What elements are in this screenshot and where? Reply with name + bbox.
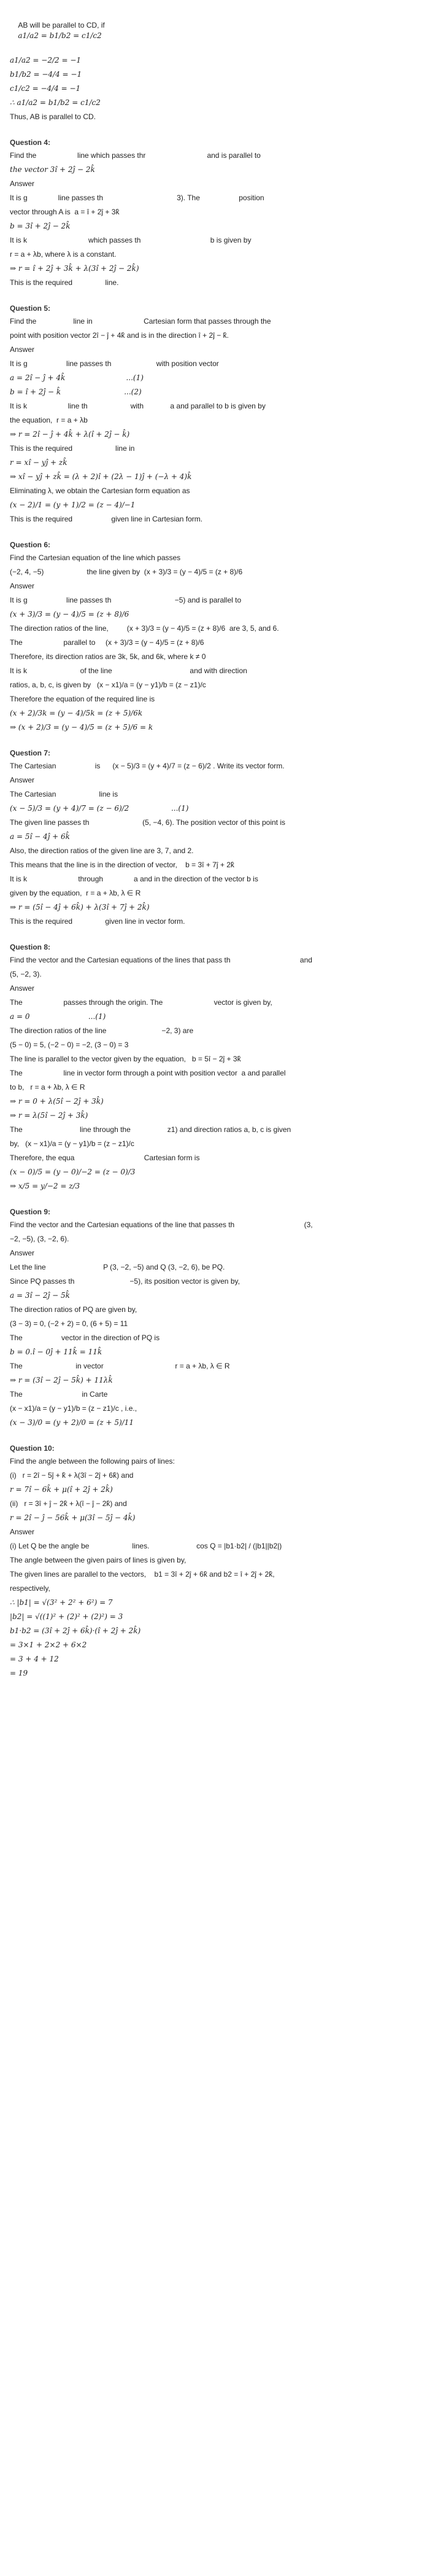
q10-line: r = 2î − ĵ − 56k̂ + μ(3î − 5ĵ − 4k̂) bbox=[10, 1513, 136, 1522]
q5-line: r = xî − yĵ + zk̂ bbox=[10, 458, 67, 467]
q9-line: The in vector r = a + λb, λ ∈ R bbox=[10, 1362, 230, 1370]
q7-line: It is k through a and in the direction of the vector b is bbox=[10, 875, 258, 883]
q7-line: The Cartesian is (x − 5)/3 = (y + 4)/7 = (z − 6)/2 . Write its vector form. bbox=[10, 762, 285, 770]
q4-line: ⇒ r = î + 2ĵ + 3k̂ + λ(3î + 2ĵ − 2k̂) bbox=[10, 264, 139, 273]
q6-line: ⇒ (x + 2)/3 = (y − 4)/5 = (z + 5)/6 = k bbox=[10, 723, 153, 732]
q8-answer-label: Answer bbox=[10, 984, 35, 993]
q9-line: The direction ratios of PQ are given by, bbox=[10, 1305, 137, 1314]
q9-answer-label: Answer bbox=[10, 1249, 35, 1257]
q10-line: |b2| = √((1)² + (2)² + (2)²) = 3 bbox=[10, 1612, 123, 1621]
q5-line: ⇒ xî − yĵ + zk̂ = (λ + 2)î + (2λ − 1)ĵ + (−λ + 4)k̂ bbox=[10, 472, 192, 481]
q10-line: The angle between the given pairs of lines is given by, bbox=[10, 1556, 187, 1564]
question-10-body bbox=[10, 1456, 422, 1679]
q5-line: This is the required given line in Cartesian form. bbox=[10, 515, 203, 523]
q5-line: Eliminating λ, we obtain the Cartesian form equation as bbox=[10, 486, 190, 495]
q7-line: This is the required given line in vector form. bbox=[10, 917, 185, 926]
therefore-line: ∴ a1/a2 = b1/b2 = c1/c2 bbox=[10, 98, 101, 107]
q5-line: It is g line passes th with position vector bbox=[10, 359, 219, 368]
q8-line: ⇒ r = λ(5î − 2ĵ + 3k̂) bbox=[10, 1111, 88, 1120]
q6-answer-label: Answer bbox=[10, 582, 35, 590]
q10-line: b1·b2 = (3î + 2ĵ + 6k̂)·(î + 2ĵ + 2k̂) bbox=[10, 1626, 141, 1635]
q9-line: a = 3î − 2ĵ − 5k̂ bbox=[10, 1291, 70, 1300]
q10-line: Find the angle between the following pairs of lines: bbox=[10, 1457, 175, 1466]
ratio-b: b1/b2 = −4/4 = −1 bbox=[10, 70, 82, 79]
q4-line: It is k which passes th b is given by bbox=[10, 236, 252, 244]
q8-line: The passes through the origin. The vector is given by, bbox=[10, 998, 272, 1007]
q5-line: point with position vector 2î − ĵ + 4k̂ and is in the direction î + 2ĵ − k̂. bbox=[10, 331, 229, 340]
q6-line: It is g line passes th −5) and is parallel to bbox=[10, 596, 242, 604]
q6-line: (−2, 4, −5) the line given by (x + 3)/3 = (y − 4)/5 = (z + 8)/6 bbox=[10, 568, 243, 576]
question-5-title: Question 5: bbox=[10, 304, 51, 313]
question-8-title: Question 8: bbox=[10, 943, 51, 951]
q7-line: given by the equation, r = a + λb, λ ∈ R bbox=[10, 889, 141, 897]
question-4-body bbox=[10, 150, 422, 288]
q5-line: the equation, r = a + λb bbox=[10, 416, 88, 424]
q9-line: Find the vector and the Cartesian equations of the line that passes th (3, bbox=[10, 1220, 313, 1229]
q8-line: The line is parallel to the vector given by the equation, b = 5î − 2ĵ + 3k̂ bbox=[10, 1055, 241, 1063]
q7-line: (x − 5)/3 = (y + 4)/7 = (z − 6)/2 ...(1) bbox=[10, 804, 189, 813]
question-9-body bbox=[10, 1220, 422, 1428]
q8-line: The line in vector form through a point with position vector a and parallel bbox=[10, 1069, 286, 1077]
q4-line: This is the required line. bbox=[10, 278, 119, 287]
q9-line: Let the line P (3, −2, −5) and Q (3, −2, 6), be PQ. bbox=[10, 1263, 225, 1271]
q7-answer-label: Answer bbox=[10, 776, 35, 784]
q6-line: Therefore the equation of the required line is bbox=[10, 695, 155, 703]
q7-line: a = 5î − 4ĵ + 6k̂ bbox=[10, 832, 70, 841]
q4-answer-label: Answer bbox=[10, 179, 35, 188]
q8-line: Therefore, the equa Cartesian form is bbox=[10, 1153, 200, 1162]
q9-line: Since PQ passes th −5), its position vector is given by, bbox=[10, 1277, 240, 1286]
q9-line: b = 0.î − 0ĵ + 11k̂ = 11k̂ bbox=[10, 1348, 102, 1356]
q8-line: (5 − 0) = 5, (−2 − 0) = −2, (3 − 0) = 3 bbox=[10, 1040, 129, 1049]
ratio-c: c1/c2 = −4/4 = −1 bbox=[10, 84, 81, 93]
q10-line: (i) Let Q be the angle be lines. cos Q = |b1·b2| / (|b1||b2|) bbox=[10, 1542, 282, 1550]
q6-line: Therefore, its direction ratios are 3k, 5k, and 6k, where k ≠ 0 bbox=[10, 652, 206, 661]
document-page bbox=[5, 0, 422, 1679]
question-10-title: Question 10: bbox=[10, 1444, 55, 1453]
question-6-body bbox=[10, 553, 422, 733]
q8-line: The line through the z1) and direction ratios a, b, c is given bbox=[10, 1125, 291, 1134]
question-6-title: Question 6: bbox=[10, 541, 51, 549]
q9-line: (x − 3)/0 = (y + 2)/0 = (z + 5)/11 bbox=[10, 1418, 134, 1427]
q4-line: r = a + λb, where λ is a constant. bbox=[10, 250, 117, 259]
q10-line: respectively, bbox=[10, 1584, 50, 1593]
q5-line: This is the required line in bbox=[10, 444, 135, 453]
ratio-a: a1/a2 = −2/2 = −1 bbox=[10, 56, 82, 64]
question-7-title: Question 7: bbox=[10, 749, 51, 757]
question-4-title: Question 4: bbox=[10, 138, 51, 147]
q4-line: vector through A is a = î + 2ĵ + 3k̂ bbox=[10, 208, 120, 216]
question-9-title: Question 9: bbox=[10, 1208, 51, 1216]
q4-line: It is g line passes th 3). The position bbox=[10, 193, 264, 202]
q8-line: ⇒ x/5 = y/−2 = z/3 bbox=[10, 1182, 80, 1190]
q9-line: (x − x1)/a = (y − y1)/b = (z − z1)/c , i.e., bbox=[10, 1404, 137, 1413]
q9-line: The vector in the direction of PQ is bbox=[10, 1333, 160, 1342]
question-5-body bbox=[10, 316, 422, 525]
q6-line: The parallel to (x + 3)/3 = (y − 4)/5 = (z + 8)/6 bbox=[10, 638, 204, 647]
q7-line: ⇒ r = (5î − 4ĵ + 6k̂) + λ(3î + 7ĵ + 2k̂) bbox=[10, 903, 150, 911]
q10-line: ∴ |b1| = √(3² + 2² + 6²) = 7 bbox=[10, 1598, 113, 1607]
q10-line: = 19 bbox=[10, 1669, 28, 1677]
q5-line: b = î + 2ĵ − k̂ ...(2) bbox=[10, 388, 142, 396]
q8-line: a = 0 ...(1) bbox=[10, 1012, 106, 1021]
question-7-body bbox=[10, 761, 422, 927]
q10-line: r = 7î − 6k̂ + μ(î + 2ĵ + 2k̂) bbox=[10, 1485, 113, 1494]
q8-line: The direction ratios of the line −2, 3) are bbox=[10, 1026, 194, 1035]
q8-line: to b, r = a + λb, λ ∈ R bbox=[10, 1083, 85, 1091]
q7-line: The Cartesian line is bbox=[10, 790, 118, 798]
q5-line: ⇒ r = 2î − ĵ + 4k̂ + λ(î + 2ĵ − k̂) bbox=[10, 430, 130, 439]
q6-line: (x + 2)/3k = (y − 4)/5k = (z + 5)/6k bbox=[10, 709, 143, 717]
q5-answer-label: Answer bbox=[10, 345, 35, 354]
q9-line: ⇒ r = (3î − 2ĵ − 5k̂) + 11λk̂ bbox=[10, 1376, 113, 1384]
q9-line: The in Carte bbox=[10, 1390, 108, 1399]
intro-condition: a1/a2 = b1/b2 = c1/c2 bbox=[18, 31, 102, 40]
q8-line: (5, −2, 3). bbox=[10, 970, 42, 978]
q4-line: b = 3î + 2ĵ − 2k̂ bbox=[10, 222, 71, 230]
q6-line: (x + 3)/3 = (y − 4)/5 = (z + 8)/6 bbox=[10, 610, 129, 619]
q8-line: ⇒ r = 0 + λ(5î − 2ĵ + 3k̂) bbox=[10, 1097, 104, 1106]
intro-conclusion: Thus, AB is parallel to CD. bbox=[10, 112, 96, 121]
q8-line: Find the vector and the Cartesian equations of the lines that pass th and bbox=[10, 956, 312, 964]
q9-line: −2, −5), (3, −2, 6). bbox=[10, 1235, 69, 1243]
q6-line: It is k of the line and with direction bbox=[10, 666, 247, 675]
question-8-body bbox=[10, 955, 422, 1192]
q10-line: (i) r = 2î − 5ĵ + k̂ + λ(3î − 2ĵ + 6k̂) and bbox=[10, 1471, 134, 1480]
q5-line: a = 2î − ĵ + 4k̂ ...(1) bbox=[10, 373, 144, 382]
intro-text bbox=[10, 10, 422, 52]
q10-line: The given lines are parallel to the vectors, b1 = 3î + 2ĵ + 6k̂ and b2 = î + 2ĵ + 2k̂, bbox=[10, 1570, 275, 1579]
q8-line: by, (x − x1)/a = (y − y1)/b = (z − z1)/c bbox=[10, 1139, 134, 1148]
q4-line: Find the line which passes thr and is parallel to bbox=[10, 151, 261, 160]
q5-line: It is k line th with a and parallel to b is given by bbox=[10, 402, 266, 410]
q10-answer-label: Answer bbox=[10, 1528, 35, 1536]
q4-line: the vector 3î + 2ĵ − 2k̂ bbox=[10, 165, 95, 174]
q9-line: (3 − 3) = 0, (−2 + 2) = 0, (6 + 5) = 11 bbox=[10, 1319, 128, 1328]
q10-line: = 3×1 + 2×2 + 6×2 bbox=[10, 1641, 87, 1649]
q7-line: Also, the direction ratios of the given line are 3, 7, and 2. bbox=[10, 846, 194, 855]
q5-line: (x − 2)/1 = (y + 1)/2 = (z − 4)/−1 bbox=[10, 501, 136, 509]
q6-line: The direction ratios of the line, (x + 3)/3 = (y − 4)/5 = (z + 8)/6 are 3, 5, and 6. bbox=[10, 624, 279, 633]
q6-line: Find the Cartesian equation of the line which passes bbox=[10, 553, 181, 562]
q6-line: ratios, a, b, c, is given by (x − x1)/a = (y − y1)/b = (z − z1)/c bbox=[10, 681, 206, 689]
q7-line: This means that the line is in the direction of vector, b = 3î + 7ĵ + 2k̂ bbox=[10, 861, 234, 869]
q8-line: (x − 0)/5 = (y − 0)/−2 = (z − 0)/3 bbox=[10, 1168, 136, 1176]
q10-line: (ii) r = 3î + ĵ − 2k̂ + λ(î − ĵ − 2k̂) and bbox=[10, 1499, 127, 1508]
intro-line: AB will be parallel to CD, if bbox=[18, 21, 105, 29]
q5-line: Find the line in Cartesian form that passes through the bbox=[10, 317, 271, 326]
q10-line: = 3 + 4 + 12 bbox=[10, 1655, 59, 1663]
q7-line: The given line passes th (5, −4, 6). The position vector of this point is bbox=[10, 818, 285, 827]
